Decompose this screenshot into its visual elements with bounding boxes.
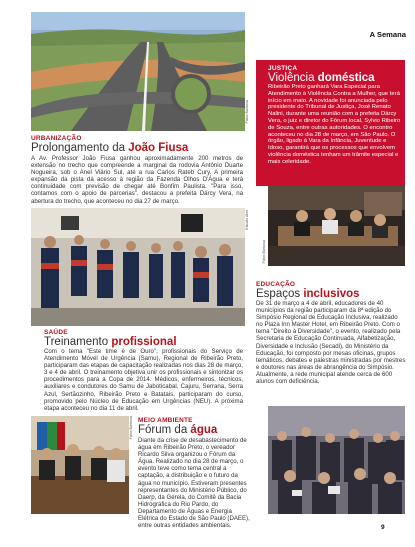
photo-credit-forum: Fábio Barbosa	[129, 416, 133, 440]
headline-strong: João Fiusa	[128, 142, 189, 154]
headline-saude	[44, 336, 177, 348]
body-educacao: De 31 de março a 4 de abril, educadores de 40 municípios da região participaram da 8ª edição do Simpósio Regional de Educação Inclusiva, realizado no Plaza Inn Master Hotel, em Ribeirão Preto. Com o tema "Direito à Diversidade", o evento, realizado pela Secretaria de Educação Continuada, Alfabetização, Diversidade e Inclusão (Secadi), do Ministério da Educação, foi composto por mesas oficinas, grupos temáticos, debates e palestras ministradas por mestres e doutores nas áreas de abrangência do Simpósio. Atualmente, a rede municipal atende cerca de 600 alunos com deficiência.	[256, 300, 406, 386]
photo-credit-samu: Estúdio Alex	[245, 210, 249, 230]
forum-photo	[31, 416, 129, 514]
photo-credit-justica: Fábio Barbosa	[262, 240, 266, 264]
headline-lead: Violência	[268, 72, 315, 84]
section-title: A Semana	[369, 30, 406, 39]
category-saude: SAÚDE	[44, 329, 68, 336]
category-justica: JUSTIÇA	[268, 65, 298, 72]
category-meio-ambiente: MEIO AMBIENTE	[138, 417, 193, 424]
justica-photo	[268, 186, 405, 266]
headline-lead: Fórum da	[138, 424, 188, 436]
headline-meio-ambiente	[138, 424, 217, 436]
photo-credit-road: Fábio Barbosa	[245, 100, 249, 124]
headline-strong: doméstica	[317, 72, 375, 84]
headline-urbanizacao	[31, 142, 188, 154]
body-meio-ambiente: Diante da crise de desabastecimento de água em Ribeirão Preto, o vereador Ricardo Silva organizou o Fórum da Água. Realizado no dia 28 de março, o evento teve como tema central a captação, a distribuição e o futuro da água no município. Estiveram presentes representantes do Ministério Público, do Daerp, da Gerela, do Comitê da Bacia Hidrográfica do Rio Pardo, do Departamento de Águas e Energia Elétrica do Estado de São Paulo (DAEE), entre outras entidades ambientais.	[138, 437, 250, 530]
headline-strong: água	[190, 424, 218, 436]
educacao-photo	[268, 406, 405, 514]
page-number: 9	[381, 524, 385, 531]
headline-justica	[268, 72, 375, 84]
body-saude: Com o tema "Este time é de Ouro", profissionais do Serviço de Atendimento Móvel de Urgência (Samu), Regional de Ribeirão Preto, participaram das etapas de capacitação realizadas nos dias 28 de março, 3 e 4 de abril. O treinamento objetiva unir os profissionais e sintonizar os procedimentos para a Copa de 2014. Médicos, enfermeiros, técnicos, auxiliares e condutores do Samu de Jaboticabal, Cajuru, Serrana, Serra Azul, Sertãozinho, Ribeirão Preto e Batatais, participaram do curso, promovido pelo Núcleo de Educação em Urgências (NEU). A próxima etapa aconteceu no dia 11 de abril.	[44, 348, 243, 412]
headline-strong: profissional	[111, 336, 177, 348]
headline-strong: inclusivos	[303, 288, 360, 300]
headline-educacao	[256, 288, 360, 300]
samu-photo	[31, 208, 245, 326]
headline-lead: Prolongamento da	[31, 142, 125, 154]
road-photo	[31, 12, 245, 131]
category-educacao: EDUCAÇÃO	[256, 281, 296, 288]
headline-lead: Espaços	[256, 288, 301, 300]
category-urbanizacao: URBANIZAÇÃO	[31, 135, 82, 142]
headline-lead: Treinamento	[44, 336, 109, 348]
justica-box	[256, 60, 405, 186]
body-urbanizacao: A Av. Professor João Fiusa ganhou aproximadamente 200 metros de extensão no trecho que compreende a marginal da rodovia Antônio Duarte Nogueira, sob o Anel Viário Sul, até a rua Carlos Rateb Cury. A primeira expansão da pista dá acesso à região da Fazenda Olhos D'Água e terá continuidade com previsão de chegar até Bonfim Paulista. "Para isso, contamos com o apoio de parcerias", destacou a prefeita Dárcy Vera, na abertura do trecho, que aconteceu no dia 27 de março.	[31, 155, 243, 205]
body-justica: Ribeirão Preto ganhará Vara Especial para Atendimento à Violência Contra a Mulher, que terá início em maio. A novidade foi anunciada pelo presidente do Tribunal de Justiça, José Renato Nalini, durante uma reunião com a prefeita Dárcy Vera, o juiz e diretor do Fórum local, Sylvio Ribeiro de Souza, entre outras autoridades. O encontro aconteceu no dia 28 de março, em São Paulo. O órgão, ligado à Vara da Infância, Juventude e Idoso, garantirá que os processos que envolvem violência doméstica tenham um trâmite especial e mais celeridade.	[268, 84, 401, 165]
